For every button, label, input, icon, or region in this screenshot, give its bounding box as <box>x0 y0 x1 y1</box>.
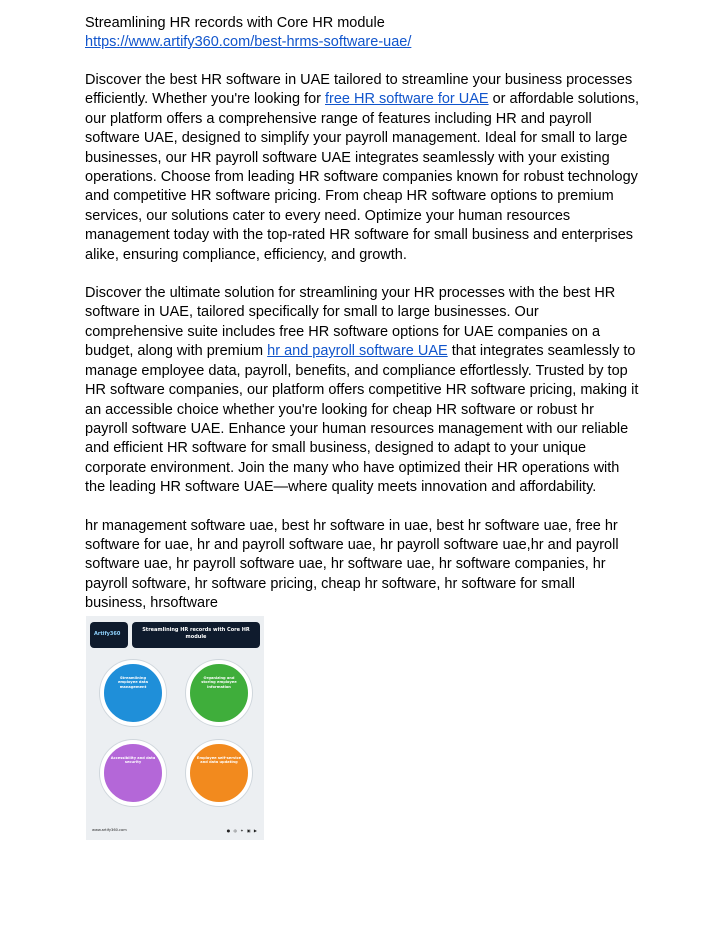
infographic-footer <box>92 828 258 834</box>
social-icons: ● ◎ ✦ ▣ ▶ <box>226 828 258 833</box>
circle-self-service <box>186 740 252 806</box>
paragraph-1-text-b: or affordable solutions, our platform offers a comprehensive range of features including HR and payroll software UAE, designed to simplify your payroll management. Ideal for small to large businesses, our HR payroll software UAE integrates seamlessly with your existing operations. Choose from leading HR software companies known for robust technology and competitive HR software pricing. From cheap HR software options to premium services, our solutions cater to every need. Optimize your human resources management today with the top-rated HR software for small business and enterprises alike, ensuring compliance, efficiency, and growth. <box>85 91 640 263</box>
free-hr-software-link[interactable]: free HR software for UAE <box>325 91 489 108</box>
hr-payroll-software-link[interactable]: hr and payroll software UAE <box>267 343 448 360</box>
circle-organizing <box>186 660 252 726</box>
paragraph-2-text-a: Discover the ultimate solution for streamlining your HR processes with the best HR software in UAE, tailored specifically for small to large businesses. Our comprehensive suite includes free HR software options for UAE companies on a budget, along with premium <box>85 285 616 360</box>
circle-title: Employee self-service and data updating <box>196 756 242 765</box>
document-body <box>85 14 640 614</box>
source-url-link[interactable]: https://www.artify360.com/best-hrms-software-uae/ <box>85 34 412 50</box>
circle-title: Accessibility and data security <box>110 756 156 765</box>
paragraph-1 <box>85 71 640 265</box>
circle-accessibility <box>100 740 166 806</box>
paragraph-1-text-a: Discover the best HR software in UAE tailored to streamline your business processes efficiently. Whether you're looking for <box>85 72 633 108</box>
circle-employee-data <box>100 660 166 726</box>
keywords-paragraph: hr management software uae, best hr software in uae, best hr software uae, free hr software for uae, hr and payroll software uae, hr payroll software uae,hr and payroll software uae, hr payroll software uae, hr software uae, hr software companies, hr payroll software, hr software pricing, cheap hr software, hr software for small business, hrsoftware <box>85 517 619 612</box>
document-title: Streamlining HR records with Core HR module <box>85 15 385 31</box>
infographic-header <box>90 622 260 648</box>
footer-url: www.artify360.com <box>92 828 127 832</box>
circle-title: Streamlining employee data management <box>117 676 149 689</box>
paragraph-2 <box>85 284 640 497</box>
infographic-image <box>86 616 264 840</box>
logo-text: Artify360 <box>94 631 121 637</box>
logo-badge <box>90 622 128 648</box>
infographic-heading: Streamlining HR records with Core HR module <box>132 622 260 648</box>
paragraph-2-text-b: that integrates seamlessly to manage employee data, payroll, benefits, and compliance effortlessly. Trusted by top HR software companies, our platform offers competitive HR software pricing, making it an accessible choice whether you're looking for cheap HR software or robust hr payroll software UAE. Enhance your human resources management with our reliable and efficient HR software for small business, designed to adapt to your unique corporate environment. Join the many who have optimized their HR operations with the leading HR software UAE—where quality meets innovation and affordability. <box>85 343 639 496</box>
circle-title: Organizing and storing employee information <box>201 676 237 689</box>
